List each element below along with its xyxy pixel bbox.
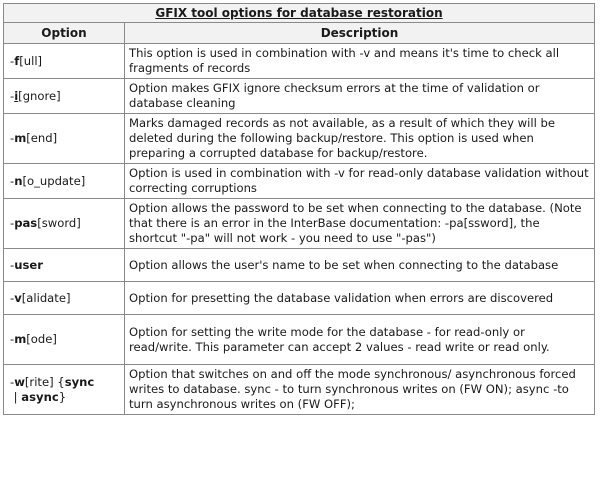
option-dash: - (10, 88, 15, 103)
option-suffix: [gnore] (18, 88, 61, 103)
table-row (4, 249, 595, 282)
option-value-async: async (21, 389, 59, 404)
option-key: v (14, 290, 22, 305)
option-close-brace: } (58, 389, 67, 404)
options-table-container (3, 3, 594, 415)
option-dash: - (10, 257, 15, 272)
option-cell (4, 282, 125, 315)
table-row (4, 315, 595, 365)
option-cell (4, 79, 125, 114)
description-cell: This option is used in combination with -v and means it's time to check all fragments of records (125, 44, 595, 79)
description-cell: Option is used in combination with -v for read-only database validation without correcting corruptions (125, 164, 595, 199)
option-cell (4, 164, 125, 199)
option-dash: - (10, 53, 15, 68)
table-caption: GFIX tool options for database restoration (4, 4, 595, 23)
option-suffix: [o_update] (22, 173, 86, 188)
table-row (4, 114, 595, 164)
description-cell: Option makes GFIX ignore checksum errors at the time of validation or database cleaning (125, 79, 595, 114)
option-suffix: [ode] (26, 332, 57, 346)
description-cell: Option allows the user's name to be set when connecting to the database (125, 249, 595, 282)
option-dash: - (10, 173, 15, 188)
column-header-option: Option (4, 23, 125, 44)
description-cell: Option that switches on and off the mode synchronous/ asynchronous forced writes to database. sync - to turn synchronous writes on (FW ON); async -to turn asynchronous writes on (FW OFF); (125, 365, 595, 415)
table-row (4, 44, 595, 79)
option-suffix: [end] (26, 131, 58, 145)
option-cell (4, 249, 125, 282)
option-value-sync: sync (64, 374, 95, 389)
description-cell: Option allows the password to be set when connecting to the database. (Note that there is an error in the InterBase documentation: -pa[ssword], the shortcut "-pa" will not work - you need to use "-pas") (125, 199, 595, 249)
option-key: w (14, 374, 25, 389)
caption-row (4, 4, 595, 23)
column-header-description: Description (125, 23, 595, 44)
option-key: n (14, 173, 23, 188)
option-key: f (14, 53, 20, 68)
table-row (4, 282, 595, 315)
option-dash: - (10, 290, 15, 305)
option-dash: - (10, 374, 15, 389)
table-row (4, 365, 595, 415)
option-suffix: [sword] (37, 216, 81, 230)
option-cell (4, 44, 125, 79)
option-suffix: [ull] (19, 53, 43, 68)
option-dash: - (10, 216, 15, 230)
option-cell (4, 114, 125, 164)
gfix-options-table (3, 3, 595, 415)
option-suffix: [alidate] (21, 290, 71, 305)
option-dash: - (10, 332, 15, 346)
option-suffix: [rite] { (24, 374, 65, 389)
description-cell: Marks damaged records as not available, as a result of which they will be deleted during the following backup/restore. This option is used when preparing a corrupted database for backup/restore. (125, 114, 595, 164)
option-key: user (14, 257, 43, 272)
option-cell (4, 315, 125, 365)
option-cell (4, 199, 125, 249)
option-key: m (14, 332, 27, 346)
description-cell: Option for setting the write mode for the database - for read-only or read/write. This parameter can accept 2 values - read write or read only. (125, 315, 595, 365)
option-cell (4, 365, 125, 415)
table-row (4, 199, 595, 249)
option-key: m (14, 131, 27, 145)
table-row (4, 79, 595, 114)
description-cell: Option for presetting the database validation when errors are discovered (125, 282, 595, 315)
table-row (4, 164, 595, 199)
option-key: pas (14, 216, 38, 230)
option-dash: - (10, 131, 15, 145)
header-row (4, 23, 595, 44)
option-key: i (14, 88, 19, 103)
option-separator: | (10, 389, 22, 404)
